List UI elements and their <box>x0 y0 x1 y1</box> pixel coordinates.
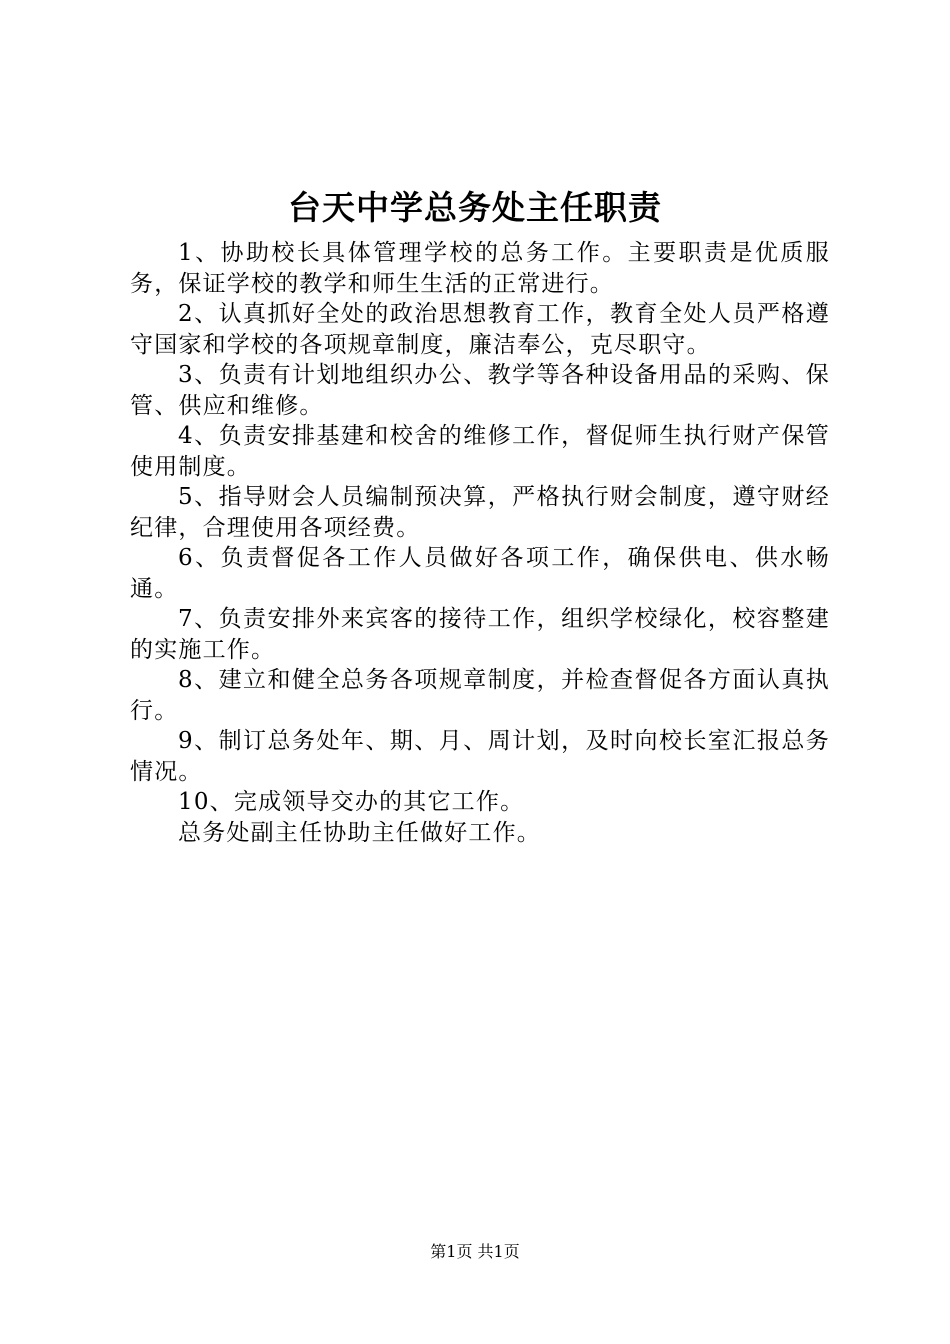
paragraph-4: 4、负责安排基建和校舍的维修工作，督促师生执行财产保管使用制度。 <box>130 423 830 480</box>
paragraph-6: 6、负责督促各工作人员做好各项工作，确保供电、供水畅通。 <box>130 545 830 602</box>
paragraph-2: 2、认真抓好全处的政治思想教育工作，教育全处人员严格遵守国家和学校的各项规章制度，廉洁奉公，克尽职守。 <box>130 301 830 358</box>
paragraph-8: 8、建立和健全总务各项规章制度，并检查督促各方面认真执行。 <box>130 667 830 724</box>
paragraph-5: 5、指导财会人员编制预决算，严格执行财会制度，遵守财经纪律，合理使用各项经费。 <box>130 484 830 541</box>
paragraph-3: 3、负责有计划地组织办公、教学等各种设备用品的采购、保管、供应和维修。 <box>130 362 830 419</box>
document-body <box>130 238 830 848</box>
paragraph-9: 9、制订总务处年、期、月、周计划，及时向校长室汇报总务情况。 <box>130 728 830 785</box>
paragraph-10: 10、完成领导交办的其它工作。 <box>178 789 525 815</box>
paragraph-closing: 总务处副主任协助主任做好工作。 <box>178 819 541 846</box>
paragraph-7: 7、负责安排外来宾客的接待工作，组织学校绿化，校容整建的实施工作。 <box>130 606 830 663</box>
page-footer: 第1页 共1页 <box>430 1242 520 1261</box>
document-title: 台天中学总务处主任职责 <box>288 188 662 227</box>
paragraph-1: 1、协助校长具体管理学校的总务工作。主要职责是优质服务，保证学校的教学和师生生活的正常进行。 <box>130 240 830 297</box>
